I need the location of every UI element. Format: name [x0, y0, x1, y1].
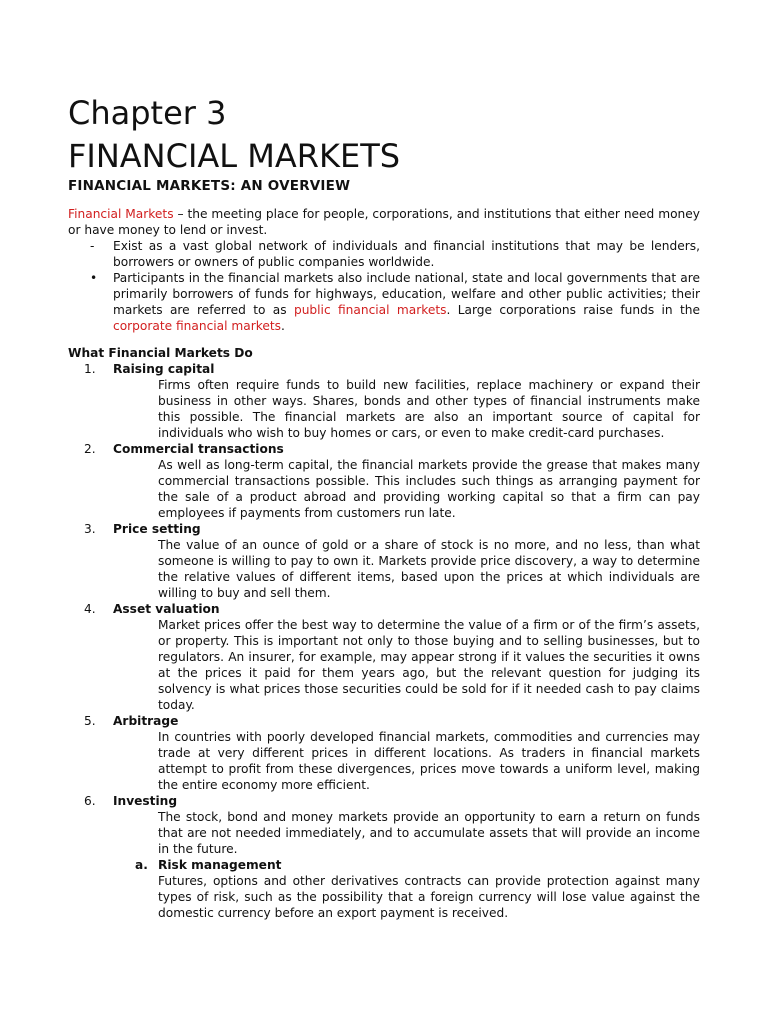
section-subtitle: FINANCIAL MARKETS: AN OVERVIEW: [68, 178, 351, 194]
item-number: 2.: [84, 442, 96, 456]
item-body: The stock, bond and money markets provide an opportunity to earn a return on funds that are not needed immediately, and to accumulate assets that will provide an income in the future.: [158, 810, 700, 856]
item-body: Firms often require funds to build new facilities, replace machinery or expand their business in other ways. Shares, bonds and other types of financial instruments make this possible. The financial markets are also an important source of capital for individuals who wish to buy homes or cars, or even to make credit-card purchases.: [158, 378, 700, 440]
numbered-item-raising-capital: [68, 361, 700, 441]
bullet-text-post: .: [281, 319, 285, 333]
bullet-text-pre: Participants in the financial markets also include national, state and local governments that are primarily borrowers of funds for highways, education, welfare and other public activities; their markets are referred to as: [113, 271, 700, 317]
numbered-item-arbitrage: [68, 713, 700, 793]
intro-definition: – the meeting place for people, corporations, and institutions that either need money or have money to lend or invest.: [68, 207, 700, 237]
list-item: [68, 270, 700, 334]
item-number: 6.: [84, 794, 96, 808]
item-title: Commercial transactions: [113, 442, 284, 456]
item-number: 4.: [84, 602, 96, 616]
bullet-list: [68, 238, 700, 334]
term-financial-markets: Financial Markets: [68, 207, 174, 221]
item-body: As well as long-term capital, the financial markets provide the grease that makes many commercial transactions possible. This includes such things as arranging payment for the sale of a product abroad and providing working capital so that a firm can pay employees if payments from customers run late.: [158, 458, 700, 520]
item-number: 1.: [84, 362, 96, 376]
section-heading: What Financial Markets Do: [68, 346, 253, 360]
item-body: In countries with poorly developed financial markets, commodities and currencies may trade at very different prices in different locations. As traders in financial markets attempt to profit from these divergences, prices move towards a uniform level, making the entire economy more efficient.: [158, 730, 700, 792]
bullet-text-mid: . Large corporations raise funds in the: [446, 303, 700, 317]
item-heading: [68, 361, 700, 377]
item-title: Price setting: [113, 522, 201, 536]
item-title: Investing: [113, 794, 178, 808]
numbered-item-commercial-transactions: [68, 441, 700, 521]
list-item: [68, 238, 700, 270]
document-body: [68, 206, 700, 921]
item-heading: [68, 601, 700, 617]
intro-paragraph: [68, 206, 700, 238]
term-corporate-financial-markets: corporate financial markets: [113, 319, 282, 333]
item-title: Asset valuation: [113, 602, 220, 616]
item-body: Market prices offer the best way to determine the value of a firm or of the firm’s assets, or property. This is important not only to those buying and to selling businesses, but to regulators. An insurer, for example, may appear strong if it values the securities it owns at the prices it paid for them years ago, but the relevant question for judging its solvency is what prices those securities could be sold for if it needed cash to pay claims today.: [158, 618, 700, 712]
sub-item-risk-management: [68, 857, 700, 921]
sub-item-body: Futures, options and other derivatives contracts can provide protection against many types of risk, such as the possibility that a foreign currency will lose value against the domestic currency before an export payment is received.: [158, 874, 700, 920]
numbered-item-price-setting: [68, 521, 700, 601]
item-title: Raising capital: [113, 362, 215, 376]
sub-item-heading: [68, 857, 700, 873]
item-heading: [68, 713, 700, 729]
bullet-text: Exist as a vast global network of individuals and financial institutions that may be lenders, borrowers or owners of public companies worldwide.: [113, 239, 700, 269]
item-body: The value of an ounce of gold or a share of stock is no more, and no less, than what someone is willing to pay to own it. Markets provide price discovery, a way to determine the relative values of different items, based upon the prices at which individuals are willing to buy and sell them.: [158, 538, 700, 600]
item-heading: [68, 793, 700, 809]
item-number: 5.: [84, 714, 96, 728]
item-heading: [68, 521, 700, 537]
term-public-financial-markets: public financial markets: [293, 303, 447, 317]
numbered-item-investing: [68, 793, 700, 857]
bullet-marker: •: [90, 271, 98, 285]
sub-item-letter: a.: [135, 858, 148, 872]
numbered-item-asset-valuation: [68, 601, 700, 713]
dash-marker: -: [90, 239, 95, 253]
chapter-label: Chapter 3: [68, 94, 227, 132]
sub-item-title: Risk management: [158, 858, 282, 872]
item-number: 3.: [84, 522, 96, 536]
page-title: FINANCIAL MARKETS: [68, 137, 401, 175]
item-title: Arbitrage: [113, 714, 179, 728]
item-heading: [68, 441, 700, 457]
